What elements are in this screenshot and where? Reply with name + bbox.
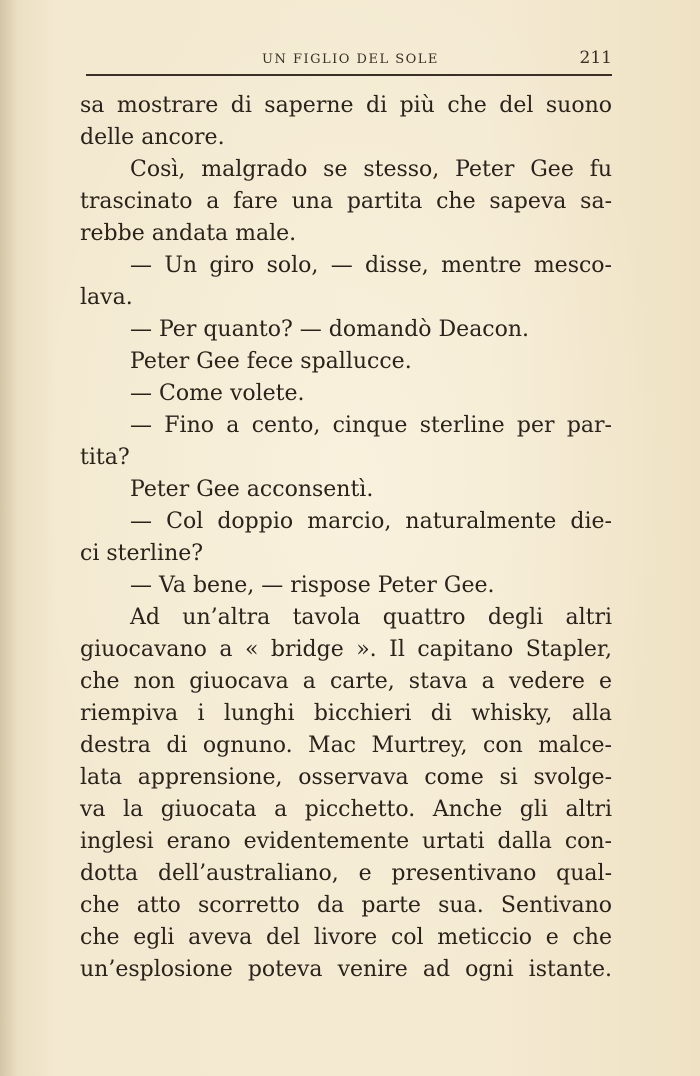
text-line: che atto scorretto da parte sua. Sentivano [80,893,612,918]
text-line: lava. [80,285,133,310]
text-line: Ad un’altra tavola quattro degli altri [130,605,612,630]
text-line: inglesi erano evidentemente urtati dalla con- [80,829,612,854]
text-line: Così, malgrado se stesso, Peter Gee fu [130,157,612,182]
text-line: tita? [80,445,130,470]
text-line: ci sterline? [80,541,204,566]
text-line: — Per quanto? — domandò Deacon. [130,317,530,342]
text-line: riempiva i lunghi bicchieri di whisky, alla [80,701,612,726]
text-line: — Col doppio marcio, naturalmente die- [130,509,612,534]
text-line: Peter Gee fece spallucce. [130,349,412,374]
text-line: che non giuocava a carte, stava a vedere e [80,669,612,694]
text-line: — Fino a cento, cinque sterline per par- [130,413,612,438]
text-line: giuocavano a « bridge ». Il capitano Stapler, [80,637,612,662]
running-title: UN FIGLIO DEL SOLE [262,52,439,67]
text-line: delle ancore. [80,125,225,150]
text-line: — Come volete. [130,381,305,406]
page-header [84,48,614,72]
text-line: un’esplosione poteva venire ad ogni istante. [80,957,612,982]
spine-shadow [0,0,18,1076]
text-line: trascinato a fare una partita che sapeva sa- [80,189,612,214]
text-line: che egli aveva del livore col meticcio e che [80,925,612,950]
text-line: — Un giro solo, — disse, mentre mesco- [130,253,612,278]
text-line: destra di ognuno. Mac Murtrey, con malce- [80,733,612,758]
text-line: Peter Gee acconsentì. [130,477,374,502]
text-line: dotta dell’australiano, e presentivano qual- [80,861,612,886]
text-line: lata apprensione, osservava come si svolge- [80,765,612,790]
header-rule [86,74,612,76]
page-number: 211 [579,48,612,68]
text-line: sa mostrare di saperne di più che del suono [80,93,612,118]
body-text [80,90,612,986]
text-line: rebbe andata male. [80,221,297,246]
text-line: — Va bene, — rispose Peter Gee. [130,573,495,598]
text-line: va la giuocata a picchetto. Anche gli altri [80,797,612,822]
